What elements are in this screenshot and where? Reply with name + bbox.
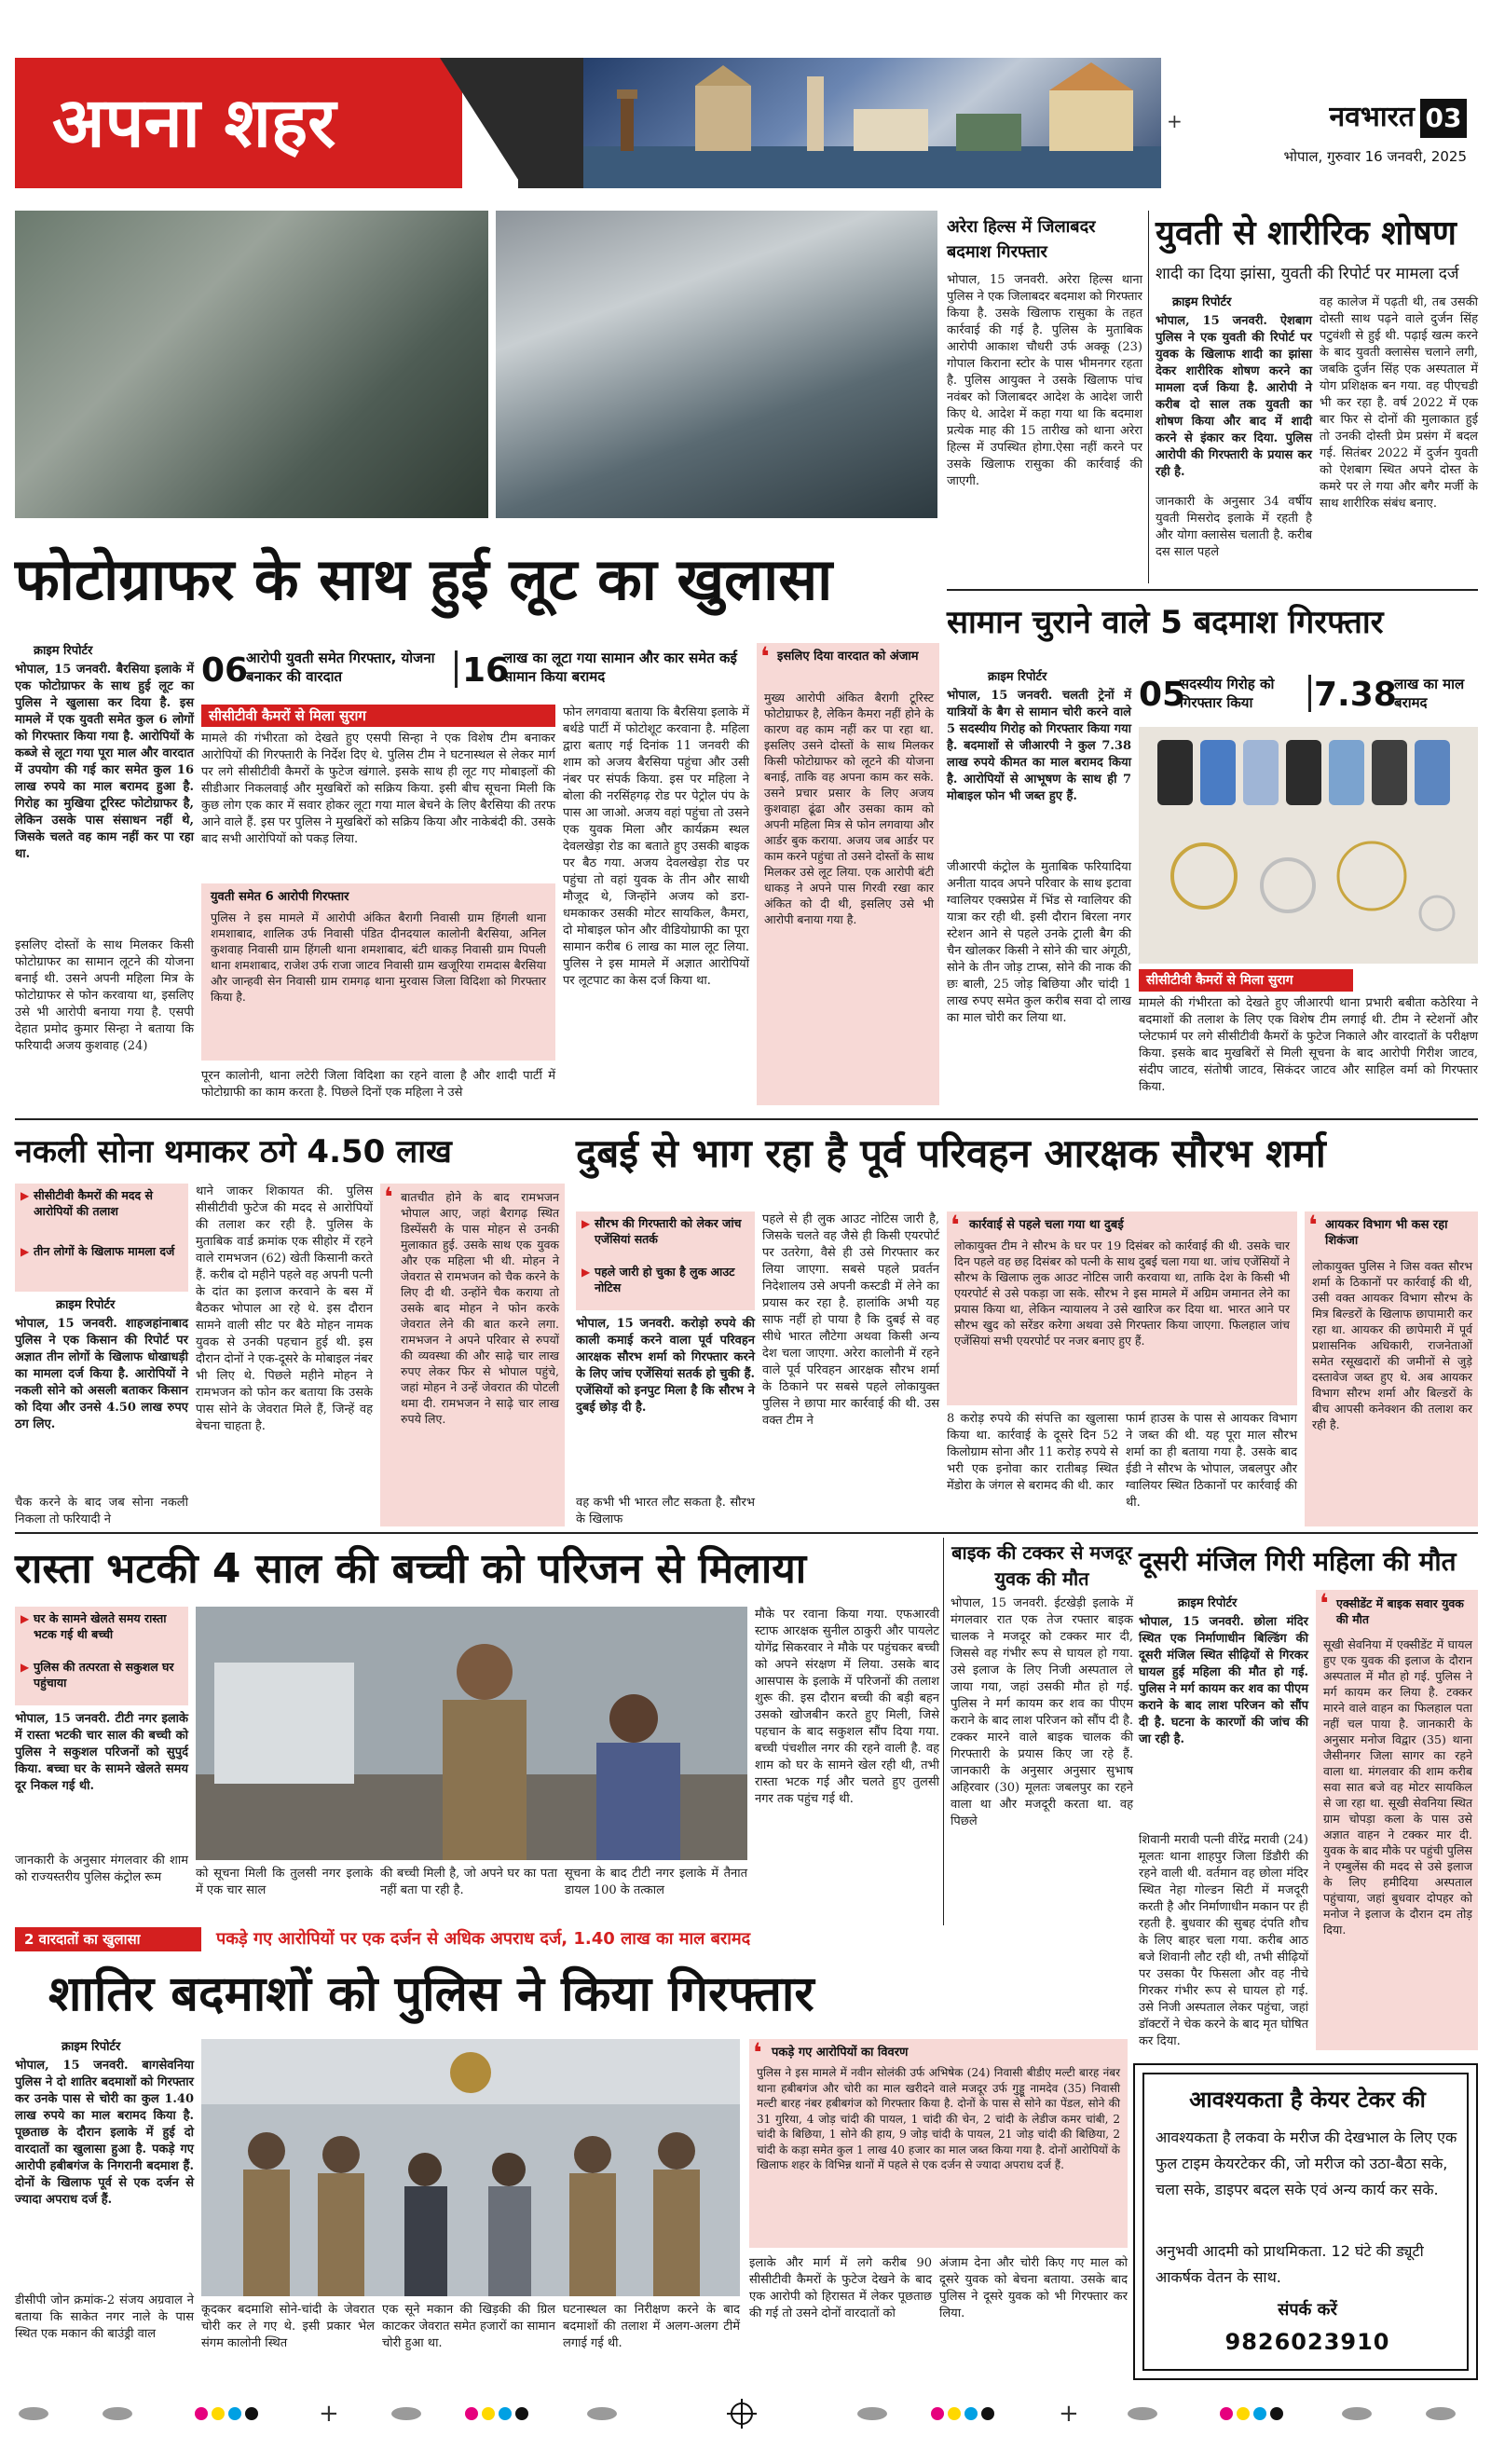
shoshan-subhead: शादी का दिया झांसा, युवती की रिपोर्ट पर मामला दर्ज [1156,265,1459,283]
classified-contact-label: संपर्क करें [1278,2300,1337,2320]
saman-cctv-subhead: सीसीटीवी कैमरों से मिला सुराग [1139,969,1353,992]
shoshan-col1: जानकारी के अनुसार 34 वर्षीय युवती मिसरोद इलाके में रहती है और योगा क्लासेस चलाती है. करीब दस साल पहले [1156,495,1312,559]
shatir-lead: भोपाल, 15 जनवरी. बागसेवनिया पुलिस ने दो शातिर बदमाशों को गिरफ्तार कर उनके पास से चोरी का कुल 1.40 लाख रुपये का माल बरामद किया है. पूछताछ के दौरान इलाके में हुई दो वारदातों का खुलासा हुआ है. पकड़े गए आरोपी हबीबगंज के निगरानी बदमाश हैं. दोनों के खिलाफ पूर्व से एक दर्जन से ज्यादा अपराध दर्ज हैं. [15,2059,194,2207]
stat1-text: आरोपी युवती समेत गिरफ्तार, योजना बनाकर की वारदात [246,650,435,685]
stat1-number: 06 [201,651,249,690]
bachchi-cap1: को सूचना मिली कि तुलसी नगर इलाके में एक चार साल [196,1867,373,1897]
column-rule [1148,211,1149,583]
city-skyline-illustration [583,58,1161,188]
bachchi-cap2: की बच्ची मिली है, जो अपने घर का पता नहीं बता पा रही है. [380,1867,557,1897]
motive-subhead: इसलिए दिया वारदात को अंजाम [777,650,919,664]
bike-headline: बाइक की टक्कर से मजदूर युवक की मौत [951,1541,1132,1590]
shatir-sub: पकड़े गए आरोपियों का विवरण [772,2046,909,2060]
shatir-strap-row [15,1925,1128,1953]
nakli-bullet-box [15,1184,188,1292]
dubai-bullet-2: पहले जारी हो चुका है लुक आउट नोटिस [595,1265,735,1294]
bachchi-headline: रास्ता भटकी 4 साल की बच्ची को परिजन से मिलाया [15,1545,807,1593]
photo-girl-with-police [196,1607,747,1860]
shatir-headline: शातिर बदमाशों को पुलिस ने किया गिरफ्तार [48,1966,814,2022]
masthead [15,58,1476,188]
shatir-cap1: कूदकर बदमाशि सोने-चांदी के जेवरात चोरी कर ले गए थे. इसी प्रकार भेल संगम कालोनी स्थित [201,2303,375,2350]
bike-text: भोपाल, 15 जनवरी. ईटखेड़ी इलाके में मंगलवार रात एक तेज रफ्तार बाइक चालक ने मजदूर को टक्कर मार दी, जिससे वह गंभीर रूप से घायल हो गया. उसे इलाज के लिए निजी अस्पताल ले जाया गया, जहां उसकी मौत हो गई. पुलिस ने मर्ग कायम कर शव का पीएम कराने के बाद लाश परिजन को सौंप दी है. टक्कर मारने वाले बाइक चालक की गिरफ्तारी के प्रयास किए जा रहे हैं. जानकारी के अनुसार अनुसार सुभाष अहिरवार (30) मूलतः जबलपुर का रहने वाला था और मजदूरी करता था. वह पिछले [951,1596,1133,1828]
dubai-lead: भोपाल, 15 जनवरी. करोड़ो रुपये की काली कमाई करने वाला पूर्व परिवहन आरक्षक सौरभ शर्मा को गिरफ्तार करने के लिए जांच एजेंसियां सतर्क हो चुकी हैं. एजेंसियों को इनपुट मिला है कि सौरभ ने दुबई छोड़ दी है. [576,1317,755,1415]
bachchi-cap3: सूचना के बाद टीटी नगर इलाके में तैनात डायल 100 के तत्काल [565,1867,747,1897]
saman-stat-divider [1308,675,1311,712]
shatir-tag: 2 वारदातों का खुलासा [15,1927,201,1951]
bullet-arrow-icon: ▶ [21,1661,30,1674]
shatir-cap3: घटनास्थल का निरीक्षण करने के बाद बदमाशों की तलाश में अलग-अलग टीमें लगाई गई थी. [563,2303,740,2350]
accused-box-text: पुलिस ने इस मामले में आरोपी अंकित बैरागी निवासी ग्राम हिंगली थाना शमशाबाद, शालिक उर्फ निवासी पंडित दीनदयाल कालोनी बैरसिया, अनिल कुशवाह निवासी ग्राम हिंगली थाना शमशाबाद, बंटी धाकड़ निवासी ग्राम पिपली थाना शमशाबाद, राजेश उर्फ राजा जाटव निवासी ग्राम खजूरिया रामदास बैरसिया और जान्हवी सेन निवासी ग्राम रामगढ़ थाना मुरवास जिला विदिशा को गिरफ्तार किया है. [211,910,546,1004]
bachchi-tail: जानकारी के अनुसार मंगलवार की शाम को राज्यस्तरीय पुलिस कंट्रोल रूम [15,1854,188,1884]
photographer-col3: फोन लगवाया बताया कि बैरसिया इलाके में बर्थडे पार्टी में फोटोशूट करवाना है. महिला द्वारा बताए गई दिनांक 11 जनवरी की शाम को अजय बैरसिया पहुंचा और उसी नंबर पर संपर्क किया. इस पर महिला ने बोला की नरसिंहगढ़ रोड पर पेट्रोल पंप के पास आ जाओ. अजय वहां पहुंचा तो उसने एक युवक मिला और कार्यक्रम स्थल देवलखेड़ा रोड का बताते हुए उसकी बाइक पर बैठ गया. अजय देवलखेड़ा रोड पर पहुंचा तो वहां युवक के तीन और साथी मौजूद थे, जिन्होंने अजय को डरा-धमकाकर उसकी मोटर सायकिल, कैमरा, दो मोबाइल फोन और वीडियोग्राफी का पूरा सामान करीब 6 लाख का माल लूट लिया. पुलिस ने इस मामले में अज्ञात आरोपियों पर लूटपाट का केस दर्ज किया था. [563,705,749,988]
masthead-dark-band [518,58,593,188]
shoshan-headline: युवती से शारीरिक शोषण [1156,214,1457,253]
photographer-continued: इसलिए दोस्तों के साथ मिलकर किसी फोटोग्राफर का सामान लूटने की योजना बनाई थी. उसने अपनी महिला मित्र के फोटोग्राफर से फोन करवाया था, इसलिए उसे भी आरोपी बनाया गया है. एसपी देहात प्रमोद कुमार सिन्हा ने बताया कि फरियादी अजय कुशवाह (24) [15,938,194,1053]
section-rule-1 [15,1118,1478,1120]
recovered-goods-illustration [1139,727,1478,964]
shoshan-lead: भोपाल, 15 जनवरी. ऐशबाग पुलिस ने एक युवती की रिपोर्ट पर युवक के खिलाफ शादी का झांसा देकर शारीरिक शोषण करने का मामला दर्ज किया है. आरोपी ने करीब दो साल तक युवती का शोषण किया और बाद में शादी करने से इंकार कर दिया. पुलिस आरोपी की गिरफ्तारी के प्रयास कर रही है. [1156,314,1312,479]
dubai-left-before-box [947,1211,1297,1405]
dubai-sub2: आयकर विभाग भी कस रहा शिकंजा [1325,1218,1448,1248]
saman-cctv-text: मामले की गंभीरता को देखते हुए जीआरपी थाना प्रभारी बबीता कठेरिया ने बदमाशों की तलाश के लिए एक विशेष टीम लगाई थी. टीम ने स्टेशनों और प्लेटफार्म पर लगे सीसीटीवी कैमरों के फुटेज निकाले और वारदातों के परीक्षण किया. इसके बाद मुखबिरों से मिली सूचना के बाद आरोपी गिरीश जाटव, संदीप जाटव, संतोषी जाटव, सिकंदर जाटव और साहिल वर्मा को गिरफ्तार किया. [1139,996,1478,1094]
stat2-number: 16 [462,651,510,690]
arrested-duo-illustration [201,2039,740,2296]
stat-divider [455,650,458,688]
classified-phone: 9826023910 [1224,2329,1390,2355]
saman-headline: सामान चुराने वाले 5 बदमाश गिरफ्तार [947,604,1384,641]
bachchi-col-right: मौके पर रवाना किया गया. एफआरवी स्टाफ आरक्षक सुनील ठाकुरी और पायलेट योगेंद्र सिकरवार ने मौके पर पहुंचकर बच्ची को अपने संरक्षण में लिया. उसके बाद आसपास के इलाके में परिजनों की तलाश शुरू की. इस दौरान बच्ची की बड़ी बहन उसको खोजबीन करते हुए मिली, जिसे पहचान के बाद सकुशल सौंप दिया गया. बच्ची पंचशील नगर की रहने वाली है. वह शाम को घर के सामने खेल रही थी, तभी रास्ता भटक गई और चलते हुए तुलसी नगर तक पहुंच गई थी. [755,1608,939,1806]
accused-box-subhead: युवती समेत 6 आरोपी गिरफ्तार [211,890,349,904]
registration-marks-illustration [15,2395,1476,2432]
nakli-bullet-1: सीसीटीवी कैमरों की मदद से आरोपियों की तलाश [34,1188,153,1218]
manzil-headline: दूसरी मंजिल गिरी महिला की मौत [1139,1546,1457,1577]
dubai-col2: पहले से ही लुक आउट नोटिस जारी है, जिसके चलते वह जैसे ही किसी एयरपोर्ट पर उतरेगा, वैसे ही उसे गिरफ्तार कर लिया जाएगा. सबसे पहले प्रवर्तन निदेशालय उसे अपनी कस्टडी में लेने का प्रयास कर रहा है. हालांकि अभी यह साफ नहीं हो पाया है कि दुबई से वह सीधे भारत लौटेगा अथवा किसी अन्य देश चला जाएगा. अरेरा कालोनी में रहने वाले पूर्व परिवहन आरक्षक सौरभ शर्मा के ठिकाने पर सबसे पहले लोकायुक्त पुलिस ने छापा मार कार्रवाई की थी. उस वक्त टीम ने [762,1212,939,1428]
photographer-byline: क्राइम रिपोर्टर [34,644,93,658]
jiladbadar-headline: अरेरा हिल्स में जिलाबदर बदमाश गिरफ्तार [947,217,1096,262]
quote-mark-icon: ❛ [1308,1210,1318,1240]
classified-text: आवश्यकता है लकवा के मरीज की देखभाल के लिए एक फुल टाइम केयरटेकर की, जो मरीज को उठा-बैठा सके, चला सके, डाइपर बदल सके एवं अन्य कार्य कर सके. [1156,2129,1457,2198]
nakli-byline: क्राइम रिपोर्टर [56,1298,116,1312]
dubai-income-tax-box [1305,1211,1478,1526]
bachchi-bullet-1: घर के सामने खेलते समय रास्ता भटक गई थी बच्ची [34,1611,167,1641]
photographer-bottom: पूरन कालोनी, थाना लटेरी जिला विदिशा का रहने वाला है और शादी पार्टी में फोटोग्राफी का काम करता है. पिछले दिनों एक महिला ने उसे [201,1069,555,1100]
photographer-accused-box [201,883,555,1061]
quote-mark-icon: ❛ [760,641,770,672]
dubai-col3a: 8 करोड़ रुपये की संपत्ति का खुलासा किया था. कार्रवाई के दूसरे दिन 52 किलोग्राम सोना और 11 करोड़ रुपये से भरी एक इनोवा कार रातीबड़ स्थित मेंडोरा के जंगल से बरामद की थी. कार [947,1412,1118,1493]
photographer-stat1 [201,647,453,699]
dubai-bullet-box [576,1211,755,1310]
masthead-city-collage [583,58,1161,188]
motive-text: मुख्य आरोपी अंकित बैरागी टूरिस्ट फोटोग्राफर है, लेकिन कैमरा नहीं होने के कारण वह काम नहीं कर पा रहा था. इसलिए उसने दोस्तों के साथ मिलकर किसी फोटोग्राफर को लूटने की योजना बनाई, ताकि वह अपना काम कर सके. उसने प्रचार प्रसार के लिए अजय कुशवाहा ढूंढा और उसका काम को अपनी महिला मित्र से फोन लगवाया और आर्डर बुक कराया. अजय जब आर्डर पर काम करने पहुंचा तो उसने दोस्तों के साथ मिलकर उसे लूट लिया. एक आरोपी बंटी धाकड़ ने अपने पास गिरवी रखा कार अंकित को दी थी, इसलिए उसे भी आरोपी बनाया गया है. [764,691,934,926]
paper-name: नवभारत [1329,101,1415,133]
dubai-bullet-1: सौरभ की गिरफ्तारी को लेकर जांच एजेंसियां सतर्क [595,1216,742,1246]
saman-lead: भोपाल, 15 जनवरी. चलती ट्रेनों में यात्रियों के बैग से सामान चोरी करने वाले 5 सदस्यीय गिरोह को गिरफ्तार किया गया है. बदमाशों से जीआरपी ने कुल 7.38 लाख रुपये कीमत का माल बरामद किया है. आरोपियों से आभूषण के साथ ही 7 मोबाइल फोन भी जब्त हुए हैं. [947,689,1131,803]
shatir-strap: पकड़े गए आरोपियों पर एक दर्जन से अधिक अपराध दर्ज, 1.40 लाख का माल बरामद [216,1929,751,1949]
classified-headline: आवश्यकता है केयर टेकर की [1189,2087,1426,2113]
girl-with-police-illustration [196,1607,747,1860]
saman-stat2 [1314,671,1478,723]
saman-byline: क्राइम रिपोर्टर [988,670,1047,684]
nakli-headline: नकली सोना थमाकर ठगे 4.50 लाख [15,1133,452,1170]
saman-stat1 [1139,671,1306,723]
photographer-cctv-text: मामले की गंभीरता को देखते हुए एसपी सिन्हा ने एक विशेष टीम बनाकर आरोपियों की गिरफ्तारी के निर्देश दिए थे. पुलिस टीम ने घटनास्थल से लेकर मार्ग पर लगे सीसीटीवी कैमरों के फुटेज खंगाले. इसके साथ ही लूट गए मोबाइलों की सीडीआर निकलवाई और मुखबिरों को सक्रिय किया. इसी बीच सूचना मिली कि कुछ लोग एक कार में सवार होकर लूटा गया माल बेचने के लिए बैरसिया की तरफ आने वाले हैं. इस पर पुलिस ने मुखबिरों को सक्रिय किया और नाकेबंदी की. उसके बाद सभी आरोपियों को पकड़ लिया. [201,732,555,846]
photographer-motive-box [757,643,939,1105]
shatir-col5: अंजाम देना और चोरी किए गए माल को दूसरे युवक को बेचना बताया. उसके बाद पुलिस ने दूसरे युवक को भी गिरफ्तार कर लिया. [939,2256,1128,2320]
quote-mark-icon: ❛ [753,2037,762,2068]
photo-police-officers [496,211,937,518]
column-rule [943,1538,944,1925]
classified-inner [1142,2073,1469,2371]
photo-arrested-duo [201,2039,740,2296]
dubai-headline: दुबई से भाग रहा है पूर्व परिवहन आरक्षक सौरभ शर्मा [576,1130,1326,1176]
nakli-col3-box [380,1184,565,1526]
jiladbadar-text: भोपाल, 15 जनवरी. अरेरा हिल्स थाना पुलिस ने एक जिलाबदर बदमाश को गिरफ्तार किया है. उसके खिलाफ रासुका के तहत कार्रवाई की गई है. पुलिस के मुताबिक आरोपी आकाश चौधरी उर्फ अक्कू (23) गोपाल किराना स्टोर के पास भीमनगर रहता है. पुलिस आयुक्त ने उसके खिलाफ पांच नवंबर को जिलाबदर आदेश के आदेश जारी किए थे. आदेश में कहा गया था कि बदमाश प्रत्येक माह की 15 तारीख को थाना अरेरा हिल्स में उपस्थित होगा.ऐसा नहीं करने पर उसके खिलाफ रासुका की कार्रवाई की जाएगी. [947,273,1142,488]
manzil-accident-box [1316,1590,1478,2050]
manzil-sub-text: सूखी सेवनिया में एक्सीडेंट में घायल हुए एक युवक की इलाज के दौरान अस्पताल में मौत हो गई. पुलिस ने मर्ग कायम कर लिया है. टक्कर मारने वाले वाहन का फिलहाल पता नहीं चल पाया है. जानकारी के अनुसार मनोज विद्वार (35) थाना जैसीनगर जिला सागर का रहने वाला था. मंगलवार की शाम करीब सवा सात बजे वह मोटर सायकिल से जा रहा था. सूखी सेवनिया स्थित ग्राम चोपड़ा कला के पास उसे अज्ञात वाहन ने टक्कर मार दी. युवक के बाद मौके पर पहुंची पुलिस ने एम्बुलेंस की मदद से उसे इलाज के लिए हमीदिया अस्पताल पहुंचाया, जहां बुधवार दोपहर को मनोज ने इलाज के दौरान दम तोड़ दिया. [1323,1637,1472,1937]
registration-mark-icon: + [1167,110,1183,132]
shatir-accused-box [749,2039,1128,2248]
classified-box [1133,2063,1478,2380]
saman-top-rule [947,589,1478,591]
printer-marks-strip [15,2395,1476,2432]
shatir-byline: क्राइम रिपोर्टर [62,2040,121,2054]
manzil-text: शिवानी मरावी पत्नी वीरेंद्र मरावी (24) मूलतः थाना शाहपुर जिला डिंडौरी की रहने वाली थी. वर्तमान वह छोला मंदिर स्थित नेहा गोल्डन सिटी में मजदूरी करती है और निर्माणाधीन मकान पर ही रहती है. बुधवार की सुबह दंपति शौच के लिए बाहर चला गया. करीब आठ बजे शिवानी लौट रही थी, तभी सीढ़ियों पर उसका पैर फिसला और वह नीचे गिरकर गंभीर रूप से घायल हो गई. उसे निजी अस्पताल लेकर पहुंचा, जहां डॉक्टरों ने चेक करने के बाद मृत घोषित कर दिया. [1139,1833,1308,2048]
saman-stat1-text: सदस्यीय गिरोह को गिरफ्तार किया [1180,676,1275,711]
nakli-bullet-2: तीन लोगों के खिलाफ मामला दर्ज [34,1244,175,1258]
section-rule-2 [15,1532,1478,1534]
photographer-stat2 [462,647,760,699]
photographer-cctv-subhead: सीसीटीवी कैमरों से मिला सुराग [201,705,555,727]
shoshan-col2: वह कालेज में पढ़ती थी, तब उसकी दोस्ती साथ पढ़ने वाले दुर्जन सिंह पटुवंशी से हुई थी. पढ़ाई खत्म करने के बाद युवती क्लासेस चलाने लगी, जबकि दुर्जन सिंह एक अस्पताल में योग प्रशिक्षक बन गया. वह पीएचडी भी कर रहा है. वर्ष 2022 में एक बार फिर से दोनों की मुलाकात हुई तो उनकी दोस्ती प्रेम प्रसंग में बदल गई. सितंबर 2022 में दुर्जन युवती को ऐशबाग स्थित अपने दोस्त के कमरे पर ले गया और बगैर मर्जी के साथ शारीरिक संबंध बनाए. [1320,295,1478,511]
shatir-sub-text: पुलिस ने इस मामले में नवीन सोलंकी उर्फ अभिषेक (24) निवासी बीडीए मल्टी बारह नंबर थाना हबीबगंज और चोरी का माल खरीदने वाले मजदूर उर्फ गुड्डू नामदेव (35) निवासी मल्टी बारह नंबर हबीबगंज को गिरफ्तार किया है. दोनों के पास से सोने का पेंडल, सोने की 31 गुरिया, 4 जोड़ चांदी की पायल, 1 चांदी की चेन, 2 चांदी के लेडीज कमर चांबी, 2 चांदी के बिछिया, 1 सोने की हाय, 9 जोड़ चांदी के पायल, 21 जोड़ चांदी की बिछिया, 2 चांदी के कड़ा समेत कुल 1 लाख 40 हजार का माल जब्त किया गया है. दोनों आरोपियों के खिलाफ शहर के विभिन्न थानों में पहले से एक दर्जन से ज्यादा अपराध दर्ज हैं. [757,2066,1120,2171]
photo-accused-group [15,211,488,518]
quote-mark-icon: ❛ [384,1182,393,1212]
dubai-lead-tail: वह कभी भी भारत लौट सकता है. सौरभ के खिलाफ [576,1496,755,1526]
page-number: 03 [1420,99,1467,138]
nakli-tail: चैक करने के बाद जब सोना नकली निकला तो फरियादी ने [15,1496,188,1526]
dateline: भोपाल, गुरुवार 16 जनवरी, 2025 [1283,148,1467,165]
bullet-arrow-icon: ▶ [21,1189,30,1202]
saman-stat2-text: लाख का माल बरामद [1394,676,1465,711]
dubai-sub1: कार्रवाई से पहले चला गया था दुबई [969,1218,1124,1232]
masthead-red-block [15,58,462,188]
shoshan-byline: क्राइम रिपोर्टर [1172,295,1232,309]
quote-mark-icon: ❛ [1320,1588,1329,1619]
manzil-byline: क्राइम रिपोर्टर [1178,1596,1238,1610]
dubai-col3b: फार्म हाउस के पास से आयकर विभाग ने जब्त की थी. यह पूरा माल सौरभ शर्मा का ही बताया गया है. उसके बाद ईडी ने सौरभ के भोपाल, जबलपुर और ग्वालियर स्थित ठिकानों पर कार्रवाई की थी. [1126,1412,1297,1510]
shatir-tail: डीसीपी जोन क्रमांक-2 संजय अग्रवाल ने बताया कि साकेत नगर नाले के पास स्थित एक मकान की बाउंड्री वाल [15,2293,194,2341]
photographer-lead: भोपाल, 15 जनवरी. बैरसिया इलाके में एक फोटोग्राफर के साथ हुई लूट का पुलिस ने खुलासा कर दिया है. इस मामले में एक युवती समेत कुल 6 लोगों को गिरफ्तार किया गया है. आरोपियों के कब्जे से लूटा गया पूरा माल और वारदात में उपयोग की गई कार समेत कुल 16 लाख रुपये का माल बरामद हुआ है. गिरोह का मुखिया टूरिस्ट फोटोग्राफर है, लेकिन उसके पास संसाधन नहीं थे, जिसके चलते वह काम नहीं कर पा रहा था. [15,663,194,861]
shatir-cap2: एक सूने मकान की खिड़की की ग्रिल काटकर जेवरात समेत हजारों का सामान चोरी हुआ था. [382,2303,555,2350]
shatir-col4: इलाके और मार्ग में लगे करीब 90 सीसीटीवी कैमरों के फुटेज देखने के बाद एक आरोपी को हिरासत में लेकर पूछताछ की गई तो उसने दोनों वारदातों को [749,2256,932,2320]
svg-text:+: + [319,2400,339,2428]
bachchi-bullet-2: पुलिस की तत्परता से सकुशल घर पहुंचाया [34,1660,174,1690]
manzil-sub: एक्सीडेंट में बाइक सवार युवक की मौत [1336,1596,1464,1626]
nakli-lead: भोपाल, 15 जनवरी. शाहजहांनाबाद पुलिस ने एक किसान की रिपोर्ट पर अज्ञात तीन लोगों के खिलाफ धोखाधड़ी का मामला दर्ज किया है. आरोपियों ने नकली सोने को असली बताकर किसान को दिया और उनसे 4.50 लाख रुपए ठग लिए. [15,1317,188,1431]
bachchi-bullet-box [15,1607,188,1705]
bullet-arrow-icon: ▶ [581,1217,591,1230]
photographer-headline: फोटोग्राफर के साथ हुई लूट का खुलासा [15,545,833,613]
saman-stat1-number: 05 [1139,676,1186,714]
nakli-col3-text: बातचीत होने के बाद रामभजन भोपाल आए, जहां बैरागढ़ स्थित डिस्पेंसरी के पास मोहन से उनकी मुलाकात हुई. उसके साथ एक युवक और एक महिला भी थी. मोहन ने जेवरात से रामभजन को चैक करने के लिए दी थी. उन्होंने चैक कराया तो उसके बाद मोहन ने फोन करके जेवरात लेने की बात करने लगा. रामभजन ने अपने परिवार से रुपयों की व्यवस्था की और साढ़े चार लाख रुपए लेकर फिर से भोपाल पहुंचे, जहां मोहन ने उन्हें जेवरात की पोटली थमा दी. रामभजन ने साढ़े चार लाख रुपये लिए. [401,1190,559,1426]
section-title: अपना शहर [52,83,336,163]
svg-text:+: + [1059,2400,1079,2428]
saman-text: जीआरपी कंट्रोल के मुताबिक फरियादिया अनीता यादव अपने परिवार के साथ इटावा ग्वालियर एक्सप्रेस में भिंड से ग्वालियर की यात्रा कर रही थी. इसी दौरान बिरला नगर स्टेशन आने से पहले उनके ट्राली बैग की चैन खोलकर किसी ने सोने की चार अंगूठी, सोने के तीन जोड़ टाप्स, सोने की नाक की छः बाली, 25 जोड़ बिछिया और चांदी 1 लाख रुपए समेत कुल करीब सवा दो लाख का माल चोरी कर लिया था. [947,860,1131,1025]
dubai-sub1-text: लोकायुक्त टीम ने सौरभ के घर पर 19 दिसंबर को कार्रवाई की थी. उसके चार दिन पहले वह छह दिसंबर को पत्नी के साथ दुबई चला गया था. जांच एजेंसियों ने सौरभ के खिलाफ लुक आउट नोटिस जारी करवाया था, ताकि देश के किसी भी एयरपोर्ट से उसे पकड़ा जा सके. सौरभ ने इस मामले में अग्रिम जमानत लेने का प्रयास किया था, लेकिन न्यायालय ने उसे खारिज कर दिया था. भारत आने पर सौरभ खुद को सरेंडर करेगा अथवा उसे गिरफ्तार किया जाएगा. फिलहाल जांच एजेंसियां सभी एयरपोर्ट पर नजर बनाए हुए हैं. [954,1239,1290,1348]
saman-stat2-number: 7.38 [1314,676,1397,714]
classified-text2: अनुभवी आदमी को प्राथमिकता. 12 घंटे की ड्यूटी आकर्षक वेतन के साथ. [1156,2242,1424,2286]
masthead-diagonal [440,58,524,188]
dubai-sub2-text: लोकायुक्त पुलिस ने जिस वक्त सौरभ शर्मा के ठिकानों पर कार्रवाई की थी, उसी वक्त आयकर विभाग सौरभ के मित्र बिल्डरों के खिलाफ छापामारी कर रहा था. आयकर की छापेमारी में पूर्व प्रशासनिक अधिकारी, राजनेताओं समेत रसूखदारों की जमीनों से जुड़े दस्तावेज जब्त हुए थे. अब आयकर विभाग सौरभ शर्मा और बिल्डरों के बीच आपसी कनेक्शन की तलाश कर रही है. [1312,1259,1472,1431]
bullet-arrow-icon: ▶ [581,1266,591,1279]
nakli-col2: थाने जाकर शिकायत की. पुलिस सीसीटीवी फुटेज की मदद से आरोपियों की तलाश कर रही है. पुलिस के मुताबिक वार्ड क्रमांक एक सीहोर में रहने वाले रामभजन (62) खेती किसानी करते हैं. करीब दो महीने पहले वह अपनी पत्नी के दांत का इलाज करवाने के बस में बैठकर भोपाल आ रहे थे. इस दौरान सामने वाली सीट पर बैठे मोहन नामक युवक से उनकी पहचान हुई थी. इस दौरान दोनों ने एक-दूसरे के मोबाइल नंबर भी लिए थे. पिछले महीने मोहन ने रामभजन को फोन कर बताया कि उसके पास सोने के जेवरात मिले हैं, जिन्हें वह बेचना चाहता है. [196,1184,373,1433]
photo-recovered-goods [1139,727,1478,964]
quote-mark-icon: ❛ [951,1210,960,1240]
bullet-arrow-icon: ▶ [21,1245,30,1258]
manzil-lead: भोपाल, 15 जनवरी. छोला मंदिर स्थित एक निर्माणाधीन बिल्डिंग की दूसरी मंजिल स्थित सीढ़ियों से गिरकर घायल हुई महिला की मौत हो गई. पुलिस ने मर्ग कायम कर शव का पीएम कराने के बाद लाश परिजन को सौंप दी है. घटना के कारणों की जांच की जा रही है. [1139,1615,1308,1746]
bachchi-lead: भोपाल, 15 जनवरी. टीटी नगर इलाके में रास्ता भटकी चार साल की बच्ची को पुलिस ने सकुशल परिजनों को सुपुर्द किया. बच्चा घर के सामने खेलते समय दूर निकल गई थी. [15,1712,188,1793]
bullet-arrow-icon: ▶ [21,1612,30,1625]
stat2-text: लाख का लूटा गया सामान और कार समेत कई सामान किया बरामद [503,650,737,685]
